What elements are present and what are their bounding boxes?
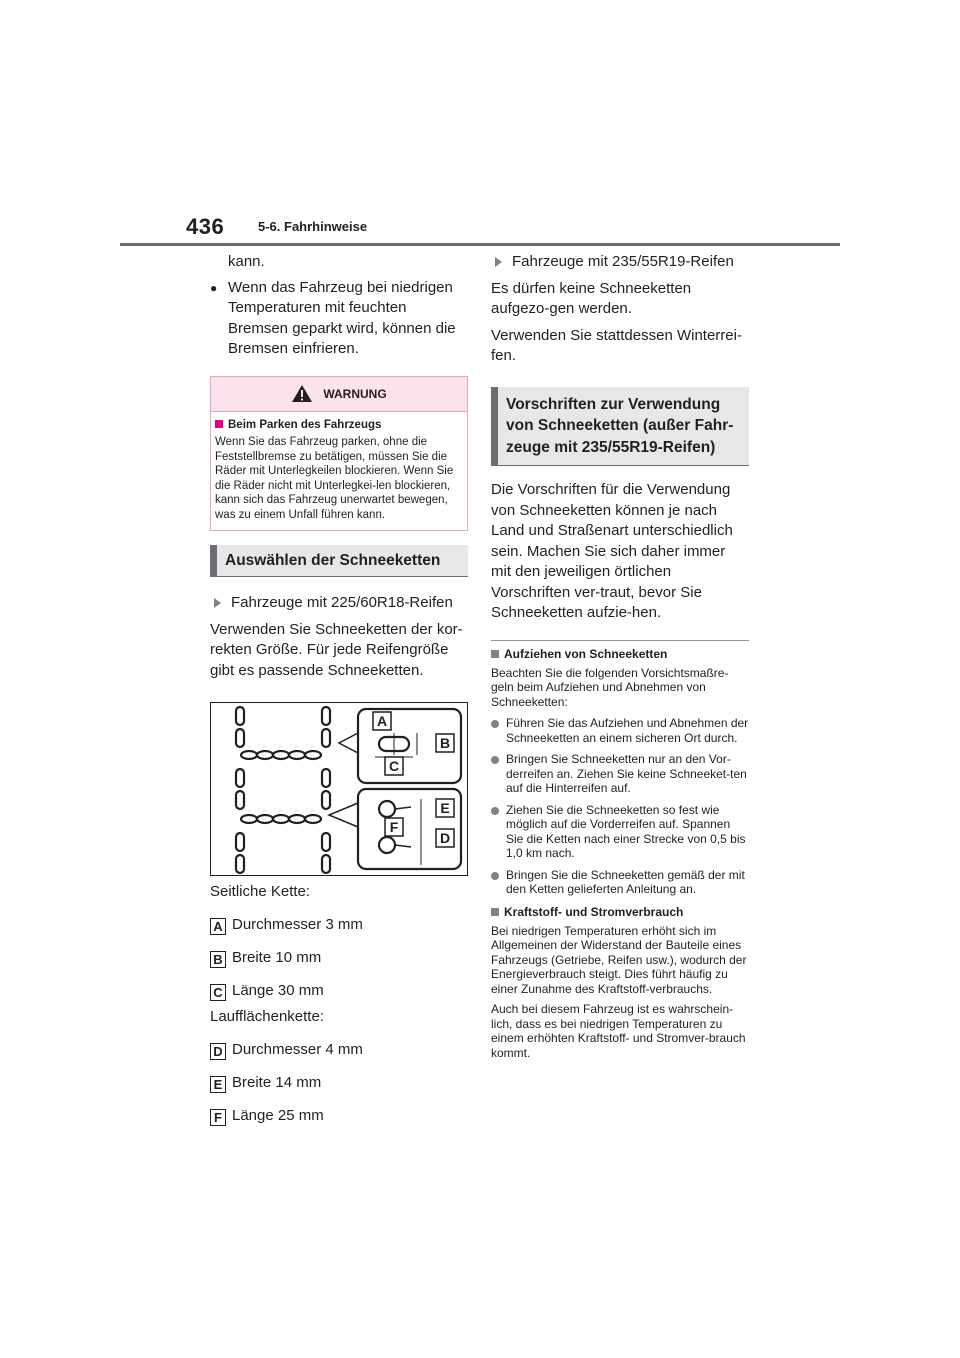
spec-text: Länge 30 mm (232, 982, 324, 999)
bullet-dot-icon (491, 872, 499, 880)
spec-label: B (210, 951, 226, 968)
spec-item (210, 948, 468, 968)
vehicle-label (491, 252, 749, 273)
vehicle-label-text: Fahrzeuge mit 235/55R19-Reifen (512, 253, 734, 270)
paragraph-1: Es dürfen keine Schneeketten aufgezo-gen werden. (491, 279, 692, 317)
spec-label: E (210, 1076, 226, 1093)
square-bullet-icon (491, 650, 499, 658)
paragraph: Verwenden Sie Schneeketten der kor-rekten Größe. Für jede Reifengröße gibt es passende Schneeketten. (210, 620, 463, 679)
diagram-label-a: A (376, 713, 388, 729)
bullet-dot-icon (491, 756, 499, 764)
fuel-heading-text: Kraftstoff- und Stromverbrauch (504, 904, 684, 919)
heading-edge (210, 545, 217, 576)
spec-label: D (210, 1043, 226, 1060)
warning-triangle-icon (291, 384, 313, 403)
spec-text: Durchmesser 3 mm (232, 916, 363, 933)
section-title: 5-6. Fahrhinweise (258, 219, 368, 234)
list-item (491, 803, 749, 861)
section-heading (210, 545, 468, 577)
chain-illustration (211, 703, 467, 875)
diagram-label-f: F (389, 819, 399, 835)
list-item (491, 716, 749, 745)
spec-label: F (210, 1109, 226, 1126)
warning-text: Wenn Sie das Fahrzeug parken, ohne die Feststellbremse zu betätigen, müssen Sie die Räder mit Unterlegkeilen blockieren. Wenn Sie die Räder nicht mit Unterlegkei-len blockieren, kann sich das Fahrzeug unerwartet bewegen, was zu einem Unfall führen kann. (215, 436, 454, 521)
warning-subheading (215, 418, 463, 433)
heading-edge (491, 387, 498, 466)
spec-text: Durchmesser 4 mm (232, 1041, 363, 1058)
page-number: 436 (186, 214, 225, 239)
side-chain-list (210, 915, 468, 1001)
spec-item (210, 915, 468, 935)
bullet-dot-icon: ● (210, 280, 218, 295)
heading-text: Vorschriften zur Verwendung von Schneeketten (außer Fahr-zeuge mit 235/55R19-Reifen) (506, 395, 734, 456)
heading-text: Auswählen der Schneeketten (225, 552, 441, 569)
list-item-text: Ziehen Sie die Schneeketten so fest wie möglich auf die Vorderreifen auf. Spannen Sie die Ketten nach einer Strecke von 0,5 bis 1,0 km nach. (506, 802, 746, 860)
tread-chain-list (210, 1040, 468, 1126)
bullet-item (210, 278, 468, 360)
mount-heading-text: Aufziehen von Schneeketten (504, 646, 668, 661)
square-bullet-icon (491, 908, 499, 916)
spec-item (210, 1040, 468, 1060)
mount-intro: Beachten Sie die folgenden Vorsichtsmaßre-geln beim Aufziehen und Abnehmen von Schneeketten: (491, 665, 729, 709)
warning-box (210, 376, 468, 532)
bullet-text: Wenn das Fahrzeug bei niedrigen Temperaturen mit feuchten Bremsen geparkt wird, können die Bremsen einfrieren. (228, 278, 456, 357)
spec-label: C (210, 984, 226, 1001)
list-item-text: Führen Sie das Aufziehen und Abnehmen der Schneeketten an einem sicheren Ort durch. (506, 716, 749, 745)
spec-item (210, 1073, 468, 1093)
spec-text: Breite 10 mm (232, 949, 322, 966)
arrow-right-icon (495, 257, 502, 267)
square-bullet-icon (215, 420, 223, 428)
spec-text: Länge 25 mm (232, 1107, 324, 1124)
header-rule (120, 243, 840, 246)
spec-label: A (210, 918, 226, 935)
left-column (210, 252, 468, 1126)
section-heading (491, 387, 749, 467)
list-item (491, 868, 749, 897)
fuel-heading (491, 905, 749, 919)
warning-subheading-text: Beim Parken des Fahrzeugs (228, 418, 382, 431)
diagram-label-c: C (388, 758, 400, 774)
diagram-label-b: B (439, 735, 451, 751)
vehicle-label (210, 593, 468, 614)
right-column (491, 252, 749, 1060)
side-chain-title: Seitliche Kette: (210, 883, 311, 900)
list-item-text: Bringen Sie die Schneeketten gemäß der mit den Ketten gelieferten Anleitung an. (506, 867, 745, 896)
divider (491, 640, 749, 641)
paragraph-3: Die Vorschriften für die Verwendung von Schneeketten können je nach Land und Straßenart unterschiedlich sein. Machen Sie sich daher immer mit den jeweiligen örtlichen Vorschriften ver-traut, bevor Sie Schneeketten aufzie-hen. (491, 481, 733, 621)
list-item (491, 752, 749, 796)
fuel-paragraph-1: Bei niedrigen Temperaturen erhöht sich im Allgemeinen der Widerstand der Bauteile eines Fahrzeugs (Getriebe, Reifen usw.), wodurch der Energieverbrauch steigt. Dies führt häufig zu einer Zunahme des Kraftstoff-verbrauchs. (491, 923, 747, 996)
mount-heading (491, 647, 749, 661)
warning-body (211, 412, 467, 531)
paragraph-2: Verwenden Sie stattdessen Winterrei-fen. (491, 326, 742, 364)
spec-text: Breite 14 mm (232, 1074, 322, 1091)
bullet-dot-icon (491, 807, 499, 815)
warning-title: WARNUNG (323, 386, 387, 401)
tread-chain-title: Laufflächenkette: (210, 1008, 324, 1025)
diagram-label-d: D (439, 830, 451, 846)
diagram-label-e: E (440, 800, 450, 816)
warning-header (211, 377, 467, 412)
continued-text: kann. (228, 253, 265, 270)
arrow-right-icon (214, 598, 221, 608)
spec-item (210, 1106, 468, 1126)
snow-chain-diagram (210, 702, 468, 876)
list-item-text: Bringen Sie Schneeketten nur an den Vor-derreifen an. Ziehen Sie keine Schneeket-ten auf die Hinterreifen auf. (506, 752, 747, 795)
bullet-dot-icon (491, 720, 499, 728)
mount-bullet-list (491, 716, 749, 897)
fuel-paragraph-2: Auch bei diesem Fahrzeug ist es wahrschein-lich, dass es bei niedrigen Temperaturen zu einem erhöhten Kraftstoff- und Stromver-brauch kommt. (491, 1002, 746, 1060)
vehicle-label-text: Fahrzeuge mit 225/60R18-Reifen (231, 594, 453, 611)
spec-item (210, 981, 468, 1001)
